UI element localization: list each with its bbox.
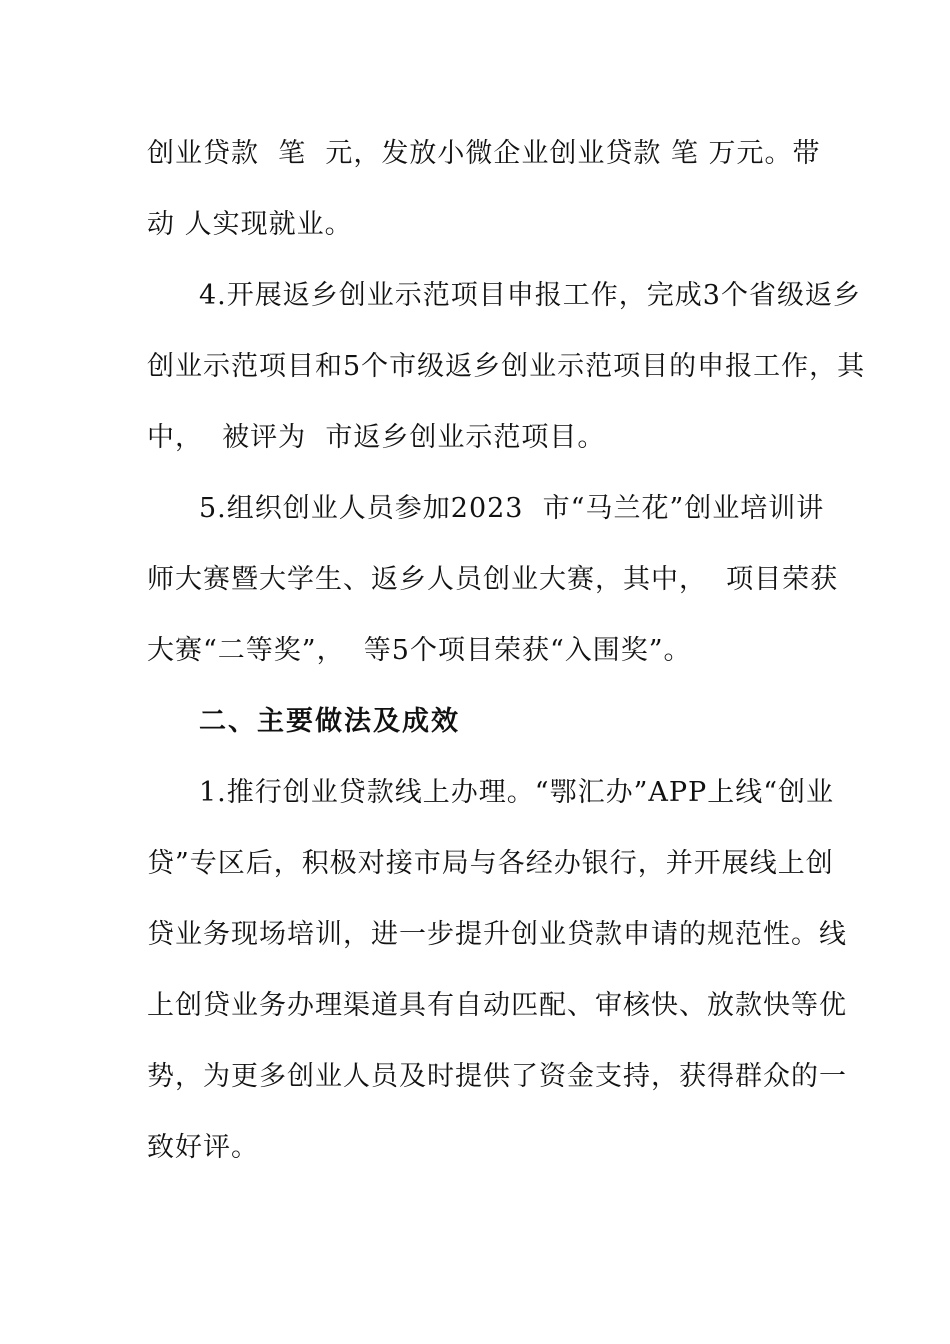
body-line-12: 上创贷业务办理渠道具有自动匹配、审核快、放款快等优	[147, 990, 847, 1021]
body-line-6: 5.组织创业人员参加2023 市“马兰花”创业培训讲	[199, 493, 825, 524]
section-heading: 二、主要做法及成效	[199, 706, 460, 737]
body-line-4: 创业示范项目和5个市级返乡创业示范项目的申报工作，其	[147, 351, 866, 382]
body-line-11: 贷业务现场培训，进一步提升创业贷款申请的规范性。线	[147, 919, 847, 950]
body-line-3: 4.开展返乡创业示范项目申报工作，完成3个省级返乡	[199, 280, 861, 311]
body-line-13: 势，为更多创业人员及时提供了资金支持，获得群众的一	[147, 1061, 847, 1092]
body-line-14: 致好评。	[147, 1132, 259, 1163]
body-line-10: 贷”专区后，积极对接市局与各经办银行，并开展线上创	[147, 848, 834, 879]
body-line-5: 中， 被评为 市返乡创业示范项目。	[147, 422, 606, 453]
body-line-1: 创业贷款 笔 元，发放小微企业创业贷款 笔 万元。带	[147, 138, 821, 169]
body-line-9: 1.推行创业贷款线上办理。“鄂汇办”APP上线“创业	[199, 777, 835, 808]
body-line-7: 师大赛暨大学生、返乡人员创业大赛，其中， 项目荣获	[147, 564, 839, 595]
body-line-8: 大赛“二等奖”， 等5个项目荣获“入围奖”。	[147, 635, 692, 666]
body-line-2: 动 人实现就业。	[147, 209, 353, 240]
